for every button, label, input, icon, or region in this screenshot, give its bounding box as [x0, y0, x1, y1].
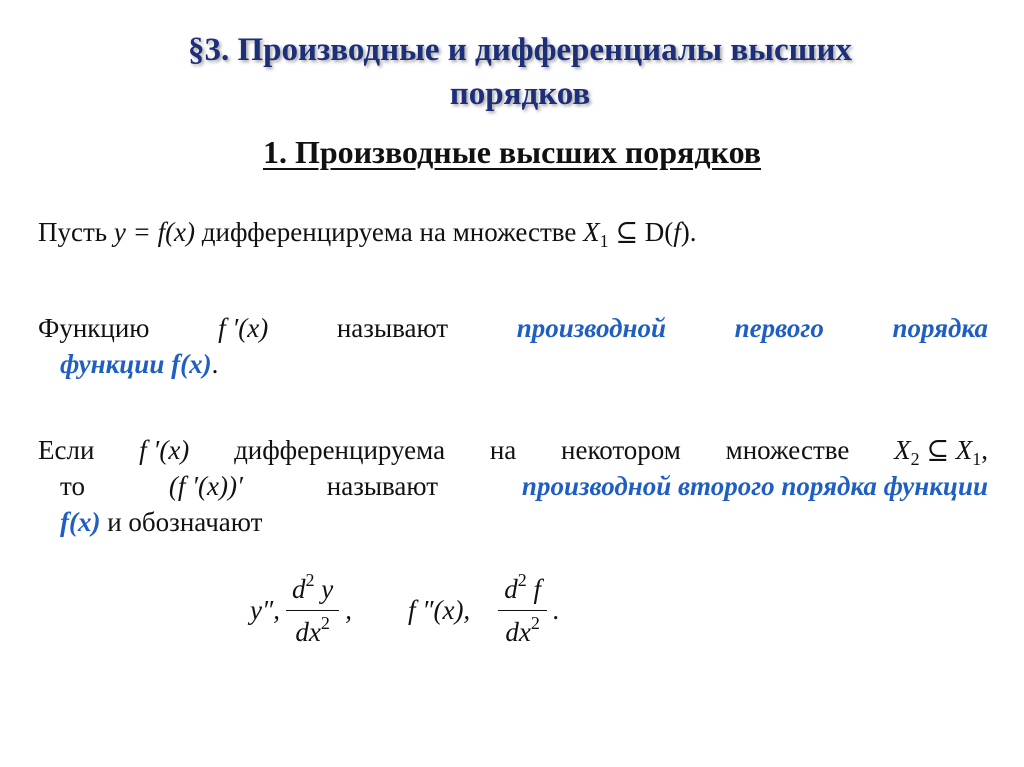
p3-x2-letter: X: [894, 435, 911, 465]
formula-fraction-2: [498, 569, 547, 649]
p1-math-1: y = f(x): [113, 217, 196, 247]
p1-text-4: ).: [680, 217, 697, 247]
p1-subscript-1: 1: [599, 231, 609, 251]
p2-term-1: производной: [516, 313, 667, 343]
title-line-2: порядков: [449, 76, 591, 112]
fraction-2-numerator: [498, 569, 547, 611]
paragraph-2: [38, 310, 988, 382]
p3-term-fx: f(x): [60, 507, 101, 537]
p2-line-2: [38, 346, 988, 382]
p3-term-second-order: производной второго порядка функции: [521, 471, 988, 501]
fraction-2-denominator: [499, 611, 545, 649]
p1-math-3: f: [673, 217, 681, 247]
p3-x1-letter: ⊆ X: [926, 435, 973, 465]
notation-formula: [250, 560, 560, 660]
p2-line-1: [38, 310, 988, 346]
p3-line-1: [38, 432, 988, 468]
formula-fraction-1: [286, 569, 339, 649]
frac1-d: d: [291, 573, 306, 604]
p3-word-6: множестве: [725, 435, 850, 465]
p1-math-2: X: [583, 217, 600, 247]
p3-word-4: на: [489, 435, 517, 465]
p2-word-1: Функцию: [38, 313, 150, 343]
formula-f-double-prime: f ″(x),: [407, 594, 471, 625]
frac2-dx: dx: [505, 616, 531, 647]
p2-math-fprime: f ′(x): [218, 313, 269, 343]
frac2-den-exp: 2: [530, 612, 540, 633]
p3-word-5: некотором: [561, 435, 681, 465]
p3-line-3-end: и обозначают: [100, 507, 263, 537]
p1-text-1: Пусть: [38, 217, 114, 247]
frac1-den-exp: 2: [320, 612, 330, 633]
p2-line-2-end: .: [211, 349, 219, 379]
p3-word-to: то: [60, 471, 85, 501]
frac1-num-exp: 2: [305, 569, 315, 590]
p1-text-2: дифференцируема на множестве: [195, 217, 584, 247]
p1-text-3: ⊆ D(: [608, 217, 674, 247]
p2-term-2: первого: [734, 313, 824, 343]
title-line-1: §3. Производные и дифференциалы высших: [187, 32, 853, 68]
p3-x2-sub: 2: [910, 449, 920, 469]
paragraph-1: [38, 214, 988, 250]
p3-x1-sub: 1: [972, 449, 982, 469]
frac2-f: f: [526, 573, 541, 604]
p3-line-3: [38, 504, 988, 540]
p3-math-x2: [894, 432, 988, 468]
frac2-num-exp: 2: [517, 569, 527, 590]
p2-term-4: функции f(x): [60, 349, 212, 379]
formula-end: .: [552, 594, 560, 625]
p2-word-3: называют: [336, 313, 449, 343]
p3-comma: ,: [981, 435, 988, 465]
p3-line-2: [38, 468, 988, 504]
formula-sep-1: ,: [345, 594, 352, 625]
section-heading: [0, 132, 1024, 172]
p3-word-3: дифференцируема: [234, 435, 446, 465]
frac2-d: d: [504, 573, 518, 604]
p3-word-1: Если: [38, 435, 95, 465]
frac1-dx: dx: [295, 616, 321, 647]
p3-math-second: (f ′(x))′: [168, 471, 243, 501]
fraction-1-denominator: [289, 611, 335, 649]
formula-y-double-prime: y″,: [250, 594, 280, 625]
paragraph-3: [38, 432, 988, 540]
slide-title: [80, 28, 960, 116]
section-heading-text: 1. Производные высших порядков: [262, 134, 762, 170]
p3-math-fprime: f ′(x): [139, 435, 190, 465]
fraction-1-numerator: [286, 569, 339, 611]
frac1-y: y: [314, 573, 334, 604]
p2-term-3: порядка: [892, 313, 988, 343]
p3-word-call: называют: [326, 471, 439, 501]
